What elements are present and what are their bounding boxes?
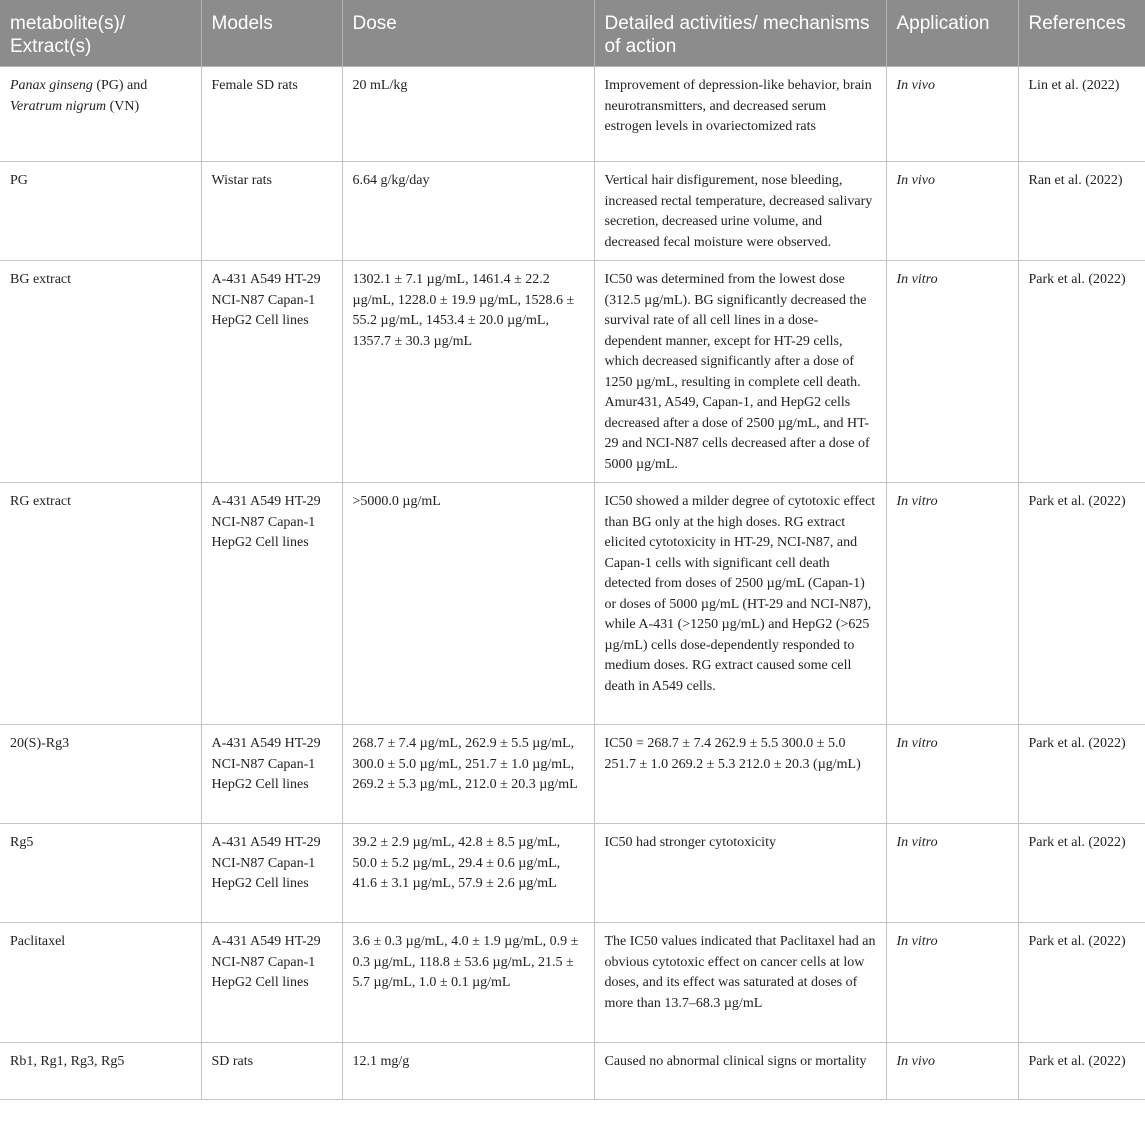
header-metabolite: metabolite(s)/ Extract(s) xyxy=(0,0,201,67)
cell-reference: Park et al. (2022) xyxy=(1018,261,1145,483)
cell-metabolite: PG xyxy=(0,162,201,261)
cell-application: In vitro xyxy=(886,824,1018,923)
cell-application: In vivo xyxy=(886,67,1018,162)
cell-dose: 268.7 ± 7.4 µg/mL, 262.9 ± 5.5 µg/mL, 300.0 ± 5.0 µg/mL, 251.7 ± 1.0 µg/mL, 269.2 ± 5.3 µg/mL, 212.0 ± 20.3 µg/mL xyxy=(342,725,594,824)
metabolite-name-italic: Veratrum nigrum xyxy=(10,98,107,114)
cell-dose: 1302.1 ± 7.1 µg/mL, 1461.4 ± 22.2 µg/mL, 1228.0 ± 19.9 µg/mL, 1528.6 ± 55.2 µg/mL, 1453.4 ± 20.0 µg/mL, 1357.7 ± 30.3 µg/mL xyxy=(342,261,594,483)
cell-activity: IC50 had stronger cytotoxicity xyxy=(594,824,886,923)
metabolite-text: (VN) xyxy=(106,98,140,114)
cell-model: A-431 A549 HT-29 NCI-N87 Capan-1 HepG2 Cell lines xyxy=(201,483,342,725)
table-row xyxy=(0,725,1145,824)
table-row xyxy=(0,923,1145,1043)
header-dose: Dose xyxy=(342,0,594,67)
cell-reference: Park et al. (2022) xyxy=(1018,824,1145,923)
cell-dose: >5000.0 µg/mL xyxy=(342,483,594,725)
cell-metabolite: 20(S)-Rg3 xyxy=(0,725,201,824)
cell-application: In vitro xyxy=(886,261,1018,483)
cell-metabolite: Rb1, Rg1, Rg3, Rg5 xyxy=(0,1043,201,1100)
metabolite-name-italic: Panax ginseng xyxy=(10,78,93,93)
cell-application: In vitro xyxy=(886,483,1018,725)
cell-application: In vitro xyxy=(886,725,1018,824)
cell-model: Female SD rats xyxy=(201,67,342,162)
cell-reference: Park et al. (2022) xyxy=(1018,725,1145,824)
cell-model: A-431 A549 HT-29 NCI-N87 Capan-1 HepG2 Cell lines xyxy=(201,725,342,824)
cell-metabolite: Paclitaxel xyxy=(0,923,201,1043)
cell-activity: Improvement of depression-like behavior, brain neurotransmitters, and decreased serum estrogen levels in ovariectomized rats xyxy=(594,67,886,162)
cell-model: A-431 A549 HT-29 NCI-N87 Capan-1 HepG2 Cell lines xyxy=(201,261,342,483)
cell-metabolite xyxy=(0,67,201,162)
cell-application: In vivo xyxy=(886,162,1018,261)
cell-dose: 6.64 g/kg/day xyxy=(342,162,594,261)
cell-activity: The IC50 values indicated that Paclitaxel had an obvious cytotoxic effect on cancer cells at low doses, and its effect was saturated at doses of more than 13.7–68.3 µg/mL xyxy=(594,923,886,1043)
cell-activity: IC50 = 268.7 ± 7.4 262.9 ± 5.5 300.0 ± 5.0 251.7 ± 1.0 269.2 ± 5.3 212.0 ± 20.3 (µg/mL) xyxy=(594,725,886,824)
cell-dose: 3.6 ± 0.3 µg/mL, 4.0 ± 1.9 µg/mL, 0.9 ± 0.3 µg/mL, 118.8 ± 53.6 µg/mL, 21.5 ± 5.7 µg/mL, 1.0 ± 0.1 µg/mL xyxy=(342,923,594,1043)
header-models: Models xyxy=(201,0,342,67)
table-row xyxy=(0,483,1145,725)
header-application: Application xyxy=(886,0,1018,67)
table-row xyxy=(0,162,1145,261)
cell-model: A-431 A549 HT-29 NCI-N87 Capan-1 HepG2 Cell lines xyxy=(201,824,342,923)
cell-reference: Park et al. (2022) xyxy=(1018,923,1145,1043)
cell-activity: IC50 was determined from the lowest dose (312.5 µg/mL). BG significantly decreased the survival rate of all cell lines in a dose-dependent manner, except for HT-29 cells, which decreased significantly after a dose of 1250 µg/mL, resulting in complete cell death. Amur431, A549, Capan-1, and HepG2 cells decreased after a dose of 2500 µg/mL, and HT-29 and NCI-N87 cells decreased after a dose of 5000 µg/mL. xyxy=(594,261,886,483)
cell-dose: 12.1 mg/g xyxy=(342,1043,594,1100)
metabolite-text: (PG) and xyxy=(92,78,148,93)
cell-model: Wistar rats xyxy=(201,162,342,261)
cell-activity: IC50 showed a milder degree of cytotoxic effect than BG only at the high doses. RG extract elicited cytotoxicity in HT-29, NCI-N87, and Capan-1 cells with significant cell death detected from doses of 2500 µg/mL (Capan-1) or doses of 5000 µg/mL (HT-29 and NCI-N87), while A-431 (>1250 µg/mL) and HepG2 (>625 µg/mL) cells dose-dependently responded to medium doses. RG extract caused some cell death in A549 cells. xyxy=(594,483,886,725)
cell-model: SD rats xyxy=(201,1043,342,1100)
cell-dose: 39.2 ± 2.9 µg/mL, 42.8 ± 8.5 µg/mL, 50.0 ± 5.2 µg/mL, 29.4 ± 0.6 µg/mL, 41.6 ± 3.1 µg/mL, 57.9 ± 2.6 µg/mL xyxy=(342,824,594,923)
cell-activity: Vertical hair disfigurement, nose bleeding, increased rectal temperature, decreased salivary secretion, decreased urine volume, and decreased fecal moisture were observed. xyxy=(594,162,886,261)
cell-metabolite: RG extract xyxy=(0,483,201,725)
table-row xyxy=(0,1043,1145,1100)
cell-dose: 20 mL/kg xyxy=(342,67,594,162)
cell-activity: Caused no abnormal clinical signs or mortality xyxy=(594,1043,886,1100)
header-activities: Detailed activities/ mechanisms of action xyxy=(594,0,886,67)
table-row xyxy=(0,67,1145,162)
cell-metabolite: Rg5 xyxy=(0,824,201,923)
cell-reference: Ran et al. (2022) xyxy=(1018,162,1145,261)
cell-reference: Lin et al. (2022) xyxy=(1018,67,1145,162)
cell-model: A-431 A549 HT-29 NCI-N87 Capan-1 HepG2 Cell lines xyxy=(201,923,342,1043)
cell-reference: Park et al. (2022) xyxy=(1018,483,1145,725)
header-references: References xyxy=(1018,0,1145,67)
cell-reference: Park et al. (2022) xyxy=(1018,1043,1145,1100)
cell-application: In vitro xyxy=(886,923,1018,1043)
cell-application: In vivo xyxy=(886,1043,1018,1100)
header-row xyxy=(0,0,1145,67)
table-row xyxy=(0,824,1145,923)
table-row xyxy=(0,261,1145,483)
cell-metabolite: BG extract xyxy=(0,261,201,483)
